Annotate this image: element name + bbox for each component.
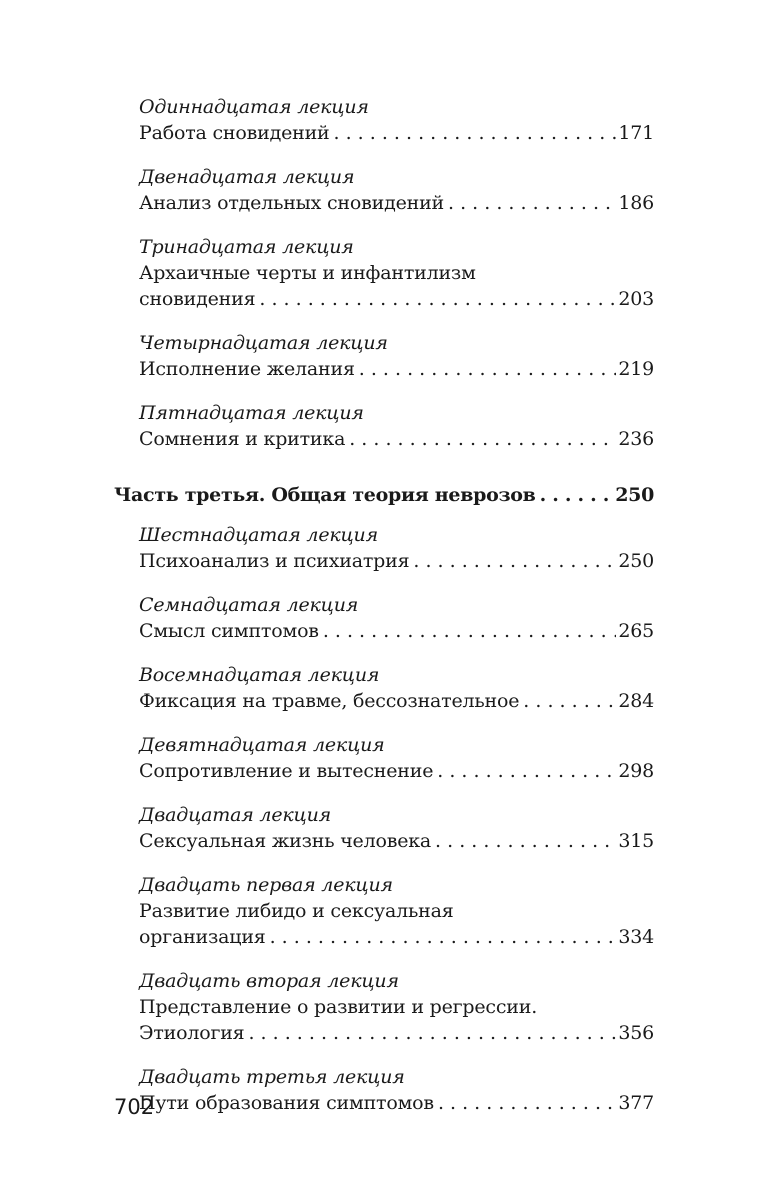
entry-page-number: 236 xyxy=(618,428,654,450)
lecture-title-line xyxy=(139,120,654,146)
lecture-title-line xyxy=(139,898,654,924)
toc-entry[interactable] xyxy=(114,732,654,784)
entry-page-number: 377 xyxy=(618,1092,654,1114)
entry-page-number: 298 xyxy=(618,760,654,782)
lecture-title: Сомнения и критика xyxy=(139,428,346,450)
dot-leader xyxy=(349,426,616,452)
lecture-title-line xyxy=(139,548,654,574)
lecture-title-line xyxy=(139,260,654,286)
toc-entry[interactable] xyxy=(114,1064,654,1116)
toc-entry[interactable] xyxy=(114,400,654,452)
lecture-title: Исполнение желания xyxy=(139,358,355,380)
lecture-title-line xyxy=(139,190,654,216)
lecture-title: Анализ отдельных сновидений xyxy=(139,192,445,214)
lecture-title: Пути образования симптомов xyxy=(139,1092,434,1114)
lecture-number: Девятнадцатая лекция xyxy=(139,734,385,756)
toc-entry[interactable] xyxy=(114,662,654,714)
dot-leader xyxy=(438,1090,616,1116)
dot-leader xyxy=(448,190,616,216)
lecture-number: Восемнадцатая лекция xyxy=(139,664,380,686)
lecture-number: Тринадцатая лекция xyxy=(139,236,354,258)
lecture-title: Смысл симптомов xyxy=(139,620,319,642)
dot-leader xyxy=(323,618,617,644)
lecture-title-line xyxy=(139,994,654,1020)
entry-page-number: 250 xyxy=(618,550,654,572)
toc-entry[interactable] xyxy=(114,968,654,1046)
lecture-title-line xyxy=(139,618,654,644)
toc-entry[interactable] xyxy=(114,234,654,312)
lecture-title: Фиксация на травме, бессознательное xyxy=(139,690,520,712)
entry-page-number: 219 xyxy=(618,358,654,380)
dot-leader xyxy=(248,1020,616,1046)
toc-entry[interactable] xyxy=(114,94,654,146)
dot-leader xyxy=(523,688,616,714)
lecture-number: Семнадцатая лекция xyxy=(139,594,359,616)
lecture-number: Двадцать третья лекция xyxy=(139,1066,405,1088)
lecture-title-line xyxy=(139,286,654,312)
lecture-number: Одиннадцатая лекция xyxy=(139,96,369,118)
lecture-title-line xyxy=(139,758,654,784)
dot-leader xyxy=(334,120,617,146)
part-page-number: 250 xyxy=(615,484,654,506)
toc-section-part-two xyxy=(114,94,654,452)
lecture-title: Архаичные черты и инфантилизм xyxy=(139,262,476,284)
lecture-title-line xyxy=(139,828,654,854)
entry-page-number: 356 xyxy=(618,1022,654,1044)
dot-leader xyxy=(259,286,616,312)
entry-page-number: 265 xyxy=(618,620,654,642)
page-number: 702 xyxy=(114,1095,155,1119)
lecture-number: Двадцать вторая лекция xyxy=(139,970,399,992)
lecture-title-line xyxy=(139,688,654,714)
lecture-title: Этиология xyxy=(139,1022,245,1044)
lecture-title: Сексуальная жизнь человека xyxy=(139,830,432,852)
lecture-number: Двадцатая лекция xyxy=(139,804,331,826)
toc-entry[interactable] xyxy=(114,592,654,644)
lecture-title-line xyxy=(139,426,654,452)
lecture-title-line xyxy=(139,1090,654,1116)
table-of-contents xyxy=(114,94,654,1134)
dot-leader xyxy=(435,828,616,854)
lecture-number: Двадцать первая лекция xyxy=(139,874,393,896)
lecture-title: Развитие либидо и сексуальная xyxy=(139,900,454,922)
toc-entry[interactable] xyxy=(114,164,654,216)
entry-page-number: 284 xyxy=(618,690,654,712)
entry-page-number: 203 xyxy=(618,288,654,310)
toc-part-heading[interactable] xyxy=(114,482,654,508)
lecture-number: Пятнадцатая лекция xyxy=(139,402,364,424)
dot-leader xyxy=(540,482,610,508)
lecture-title-line xyxy=(139,924,654,950)
lecture-number: Двенадцатая лекция xyxy=(139,166,355,188)
entry-page-number: 334 xyxy=(618,926,654,948)
lecture-title: Сопротивление и вытеснение xyxy=(139,760,434,782)
dot-leader xyxy=(270,924,617,950)
lecture-number: Шестнадцатая лекция xyxy=(139,524,378,546)
toc-entry[interactable] xyxy=(114,872,654,950)
dot-leader xyxy=(437,758,616,784)
toc-entry[interactable] xyxy=(114,522,654,574)
lecture-title-line xyxy=(139,1020,654,1046)
dot-leader xyxy=(413,548,616,574)
toc-section-part-three xyxy=(114,522,654,1116)
lecture-title: сновидения xyxy=(139,288,256,310)
lecture-title: Представление о развитии и регрессии. xyxy=(139,996,538,1018)
lecture-title: Работа сновидений xyxy=(139,122,330,144)
toc-entry[interactable] xyxy=(114,802,654,854)
entry-page-number: 171 xyxy=(618,122,654,144)
lecture-title: Психоанализ и психиатрия xyxy=(139,550,410,572)
dot-leader xyxy=(359,356,617,382)
entry-page-number: 186 xyxy=(618,192,654,214)
toc-entry[interactable] xyxy=(114,330,654,382)
part-title: Часть третья. Общая теория неврозов xyxy=(114,484,536,506)
lecture-title: организация xyxy=(139,926,266,948)
lecture-title-line xyxy=(139,356,654,382)
entry-page-number: 315 xyxy=(618,830,654,852)
lecture-number: Четырнадцатая лекция xyxy=(139,332,388,354)
